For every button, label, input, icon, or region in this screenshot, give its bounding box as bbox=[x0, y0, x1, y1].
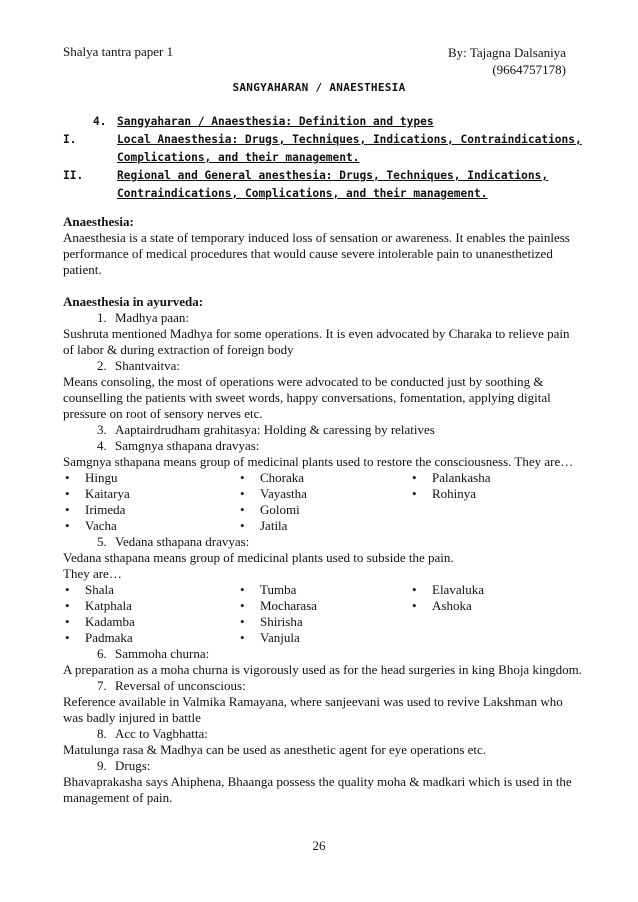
plant-list-item: • Shala bbox=[63, 582, 238, 598]
plant-list-item: • Vanjula bbox=[238, 630, 410, 646]
vedana-plant-list bbox=[63, 582, 583, 646]
topic-text: Local Anaesthesia: Drugs, Techniques, Indications, Contraindications, Complications, and their management. bbox=[117, 133, 582, 164]
paragraph: They are… bbox=[63, 566, 122, 581]
plant-list-item: • Tumba bbox=[238, 582, 410, 598]
paragraph: A preparation as a moha churna is vigorously used as for the head surgeries in king Bhoja kingdom. bbox=[63, 662, 582, 677]
paragraph: Samgnya sthapana means group of medicinal plants used to restore the consciousness. They are… bbox=[63, 454, 574, 469]
plant-list-item: • Vacha bbox=[63, 518, 238, 534]
numbered-item-title: 3. Aaptairdrudham grahitasya: Holding & caressing by relatives bbox=[97, 422, 435, 437]
plant-list-item: • Golomi bbox=[238, 502, 410, 518]
plant-list-item: • Jatila bbox=[238, 518, 410, 534]
plant-list-item: • Padmaka bbox=[63, 630, 238, 646]
document-body bbox=[63, 214, 583, 806]
phone: (9664757178) bbox=[492, 62, 566, 77]
plant-list-item: • Shirisha bbox=[238, 614, 410, 630]
topic-number: I. bbox=[63, 133, 77, 146]
topic-text: Sangyaharan / Anaesthesia: Definition and types bbox=[117, 115, 434, 128]
numbered-item-title: 9. Drugs: bbox=[97, 758, 151, 773]
plant-list-item: • Katphala bbox=[63, 598, 238, 614]
paragraph: Bhavaprakasha says Ahiphena, Bhaanga possess the quality moha & madkari which is used in the management of pain. bbox=[63, 774, 572, 805]
numbered-item-title: 1. Madhya paan: bbox=[97, 310, 190, 325]
empty-cell bbox=[410, 502, 583, 518]
plant-list-item: • Hingu bbox=[63, 470, 238, 486]
paragraph: Means consoling, the most of operations were advocated to be conducted just by soothing & counselling the patients with sweet words, happy conversations, fomentation, applying digital pressure on root of sensory nerves etc. bbox=[63, 374, 551, 421]
numbered-item-title: 6. Sammoha churna: bbox=[97, 646, 210, 661]
topic-item bbox=[63, 131, 583, 167]
plant-list-item: • Ashoka bbox=[410, 598, 583, 614]
plant-list-item: • Mocharasa bbox=[238, 598, 410, 614]
numbered-item-title: 4. Samgnya sthapana dravyas: bbox=[97, 438, 260, 453]
author: By: Tajagna Dalsaniya bbox=[448, 45, 566, 60]
topic-item bbox=[63, 167, 583, 203]
samgnya-plant-list bbox=[63, 470, 583, 534]
paragraph: Vedana sthapana means group of medicinal plants used to subside the pain. bbox=[63, 550, 454, 565]
empty-cell bbox=[410, 630, 583, 646]
plant-list-item: • Choraka bbox=[238, 470, 410, 486]
empty-cell bbox=[410, 518, 583, 534]
paragraph: Matulunga rasa & Madhya can be used as anesthetic agent for eye operations etc. bbox=[63, 742, 487, 757]
page-title: SANGYAHARAN / ANAESTHESIA bbox=[232, 81, 406, 94]
topic-number: 4. bbox=[93, 115, 107, 128]
plant-list-item: • Palankasha bbox=[410, 470, 583, 486]
topic-item bbox=[63, 113, 583, 131]
topic-text: Regional and General anesthesia: Drugs, Techniques, Indications, Contraindications, Complications, and their management. bbox=[117, 169, 549, 200]
plant-list-item: • Vayastha bbox=[238, 486, 410, 502]
page-number: 26 bbox=[312, 838, 326, 853]
paragraph: Anaesthesia is a state of temporary induced loss of sensation or awareness. It enables the painless performance of medical procedures that would cause severe intolerable pain to unanesthetized patient. bbox=[63, 230, 570, 277]
paragraph: Sushruta mentioned Madhya for some operations. It is even advocated by Charaka to relieve pain of labor & during extraction of foreign body bbox=[63, 326, 570, 357]
topic-number: II. bbox=[63, 169, 84, 182]
paragraph: Reference available in Valmika Ramayana, where sanjeevani was used to revive Lakshman who was badly injured in battle bbox=[63, 694, 563, 725]
empty-cell bbox=[410, 614, 583, 630]
topic-list bbox=[63, 113, 583, 203]
plant-list-item: • Kaitarya bbox=[63, 486, 238, 502]
plant-list-item: • Kadamba bbox=[63, 614, 238, 630]
header-right bbox=[448, 44, 566, 78]
numbered-item-title: 8. Acc to Vagbhatta: bbox=[97, 726, 208, 741]
numbered-item-title: 7. Reversal of unconscious: bbox=[97, 678, 246, 693]
numbered-item-title: 2. Shantvaitva: bbox=[97, 358, 180, 373]
plant-list-item: • Elavaluka bbox=[410, 582, 583, 598]
plant-list-item: • Rohinya bbox=[410, 486, 583, 502]
plant-list-item: • Irimeda bbox=[63, 502, 238, 518]
section-heading: Anaesthesia: bbox=[63, 214, 134, 229]
numbered-item-title: 5. Vedana sthapana dravyas: bbox=[97, 534, 250, 549]
header-left: Shalya tantra paper 1 bbox=[63, 44, 174, 59]
section-heading: Anaesthesia in ayurveda: bbox=[63, 294, 204, 309]
